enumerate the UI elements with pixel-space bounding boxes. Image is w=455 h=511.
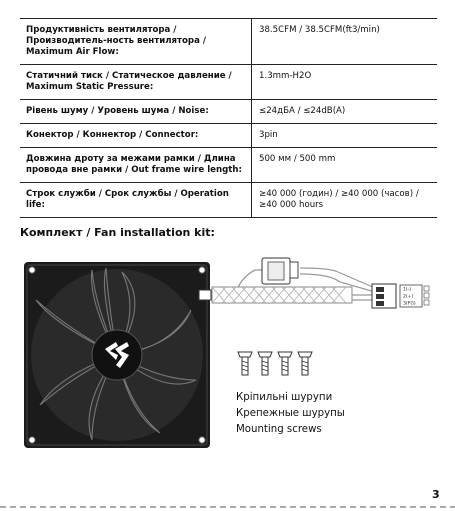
three-pin-connector-icon: [372, 284, 429, 308]
spec-label: Конектор / Коннектор / Connector:: [20, 124, 252, 148]
pin-label: 3(FG): [403, 301, 416, 307]
spec-label: Рівень шуму / Уровень шума / Noise:: [20, 100, 252, 124]
spec-value: ≤24дБА / ≤24dB(A): [252, 100, 438, 124]
fan-icon: [24, 262, 210, 448]
screw-label-en: Mounting screws: [236, 424, 322, 435]
spec-label: Строк служби / Срок службы / Operation life:: [20, 183, 252, 218]
bottom-divider: [0, 506, 455, 508]
spec-value: 500 мм / 500 mm: [252, 148, 438, 183]
screw-labels: [236, 390, 345, 438]
spec-value: 38.5CFM / 38.5CFM(ft3/min): [252, 19, 438, 65]
spec-value: ≥40 000 (годин) / ≥40 000 (часов) / ≥40 000 hours: [252, 183, 438, 218]
screws-icon: [238, 352, 312, 375]
pin-label: 2(+): [403, 294, 414, 300]
spec-value: 1.3mm-H2O: [252, 65, 438, 100]
screw-label-ru: Крепежные шурупы: [236, 408, 345, 419]
screw-label-ua: Кріпильні шурупи: [236, 392, 333, 403]
kit-title: Комплект / Fan installation kit:: [20, 226, 215, 239]
spec-label: Статичний тиск / Статическое давление / Maximum Static Pressure:: [20, 65, 252, 100]
molex-connector-icon: [262, 258, 298, 284]
spec-label: Продуктивність вентилятора / Производитель-ность вентилятора / Maximum Air Flow:: [20, 19, 252, 65]
pin-label: 1(-): [403, 287, 412, 293]
spec-value: 3pin: [252, 124, 438, 148]
page-number: 3: [432, 488, 440, 501]
spec-label: Довжина дроту за межами рамки / Длина провода вне рамки / Out frame wire length:: [20, 148, 252, 183]
